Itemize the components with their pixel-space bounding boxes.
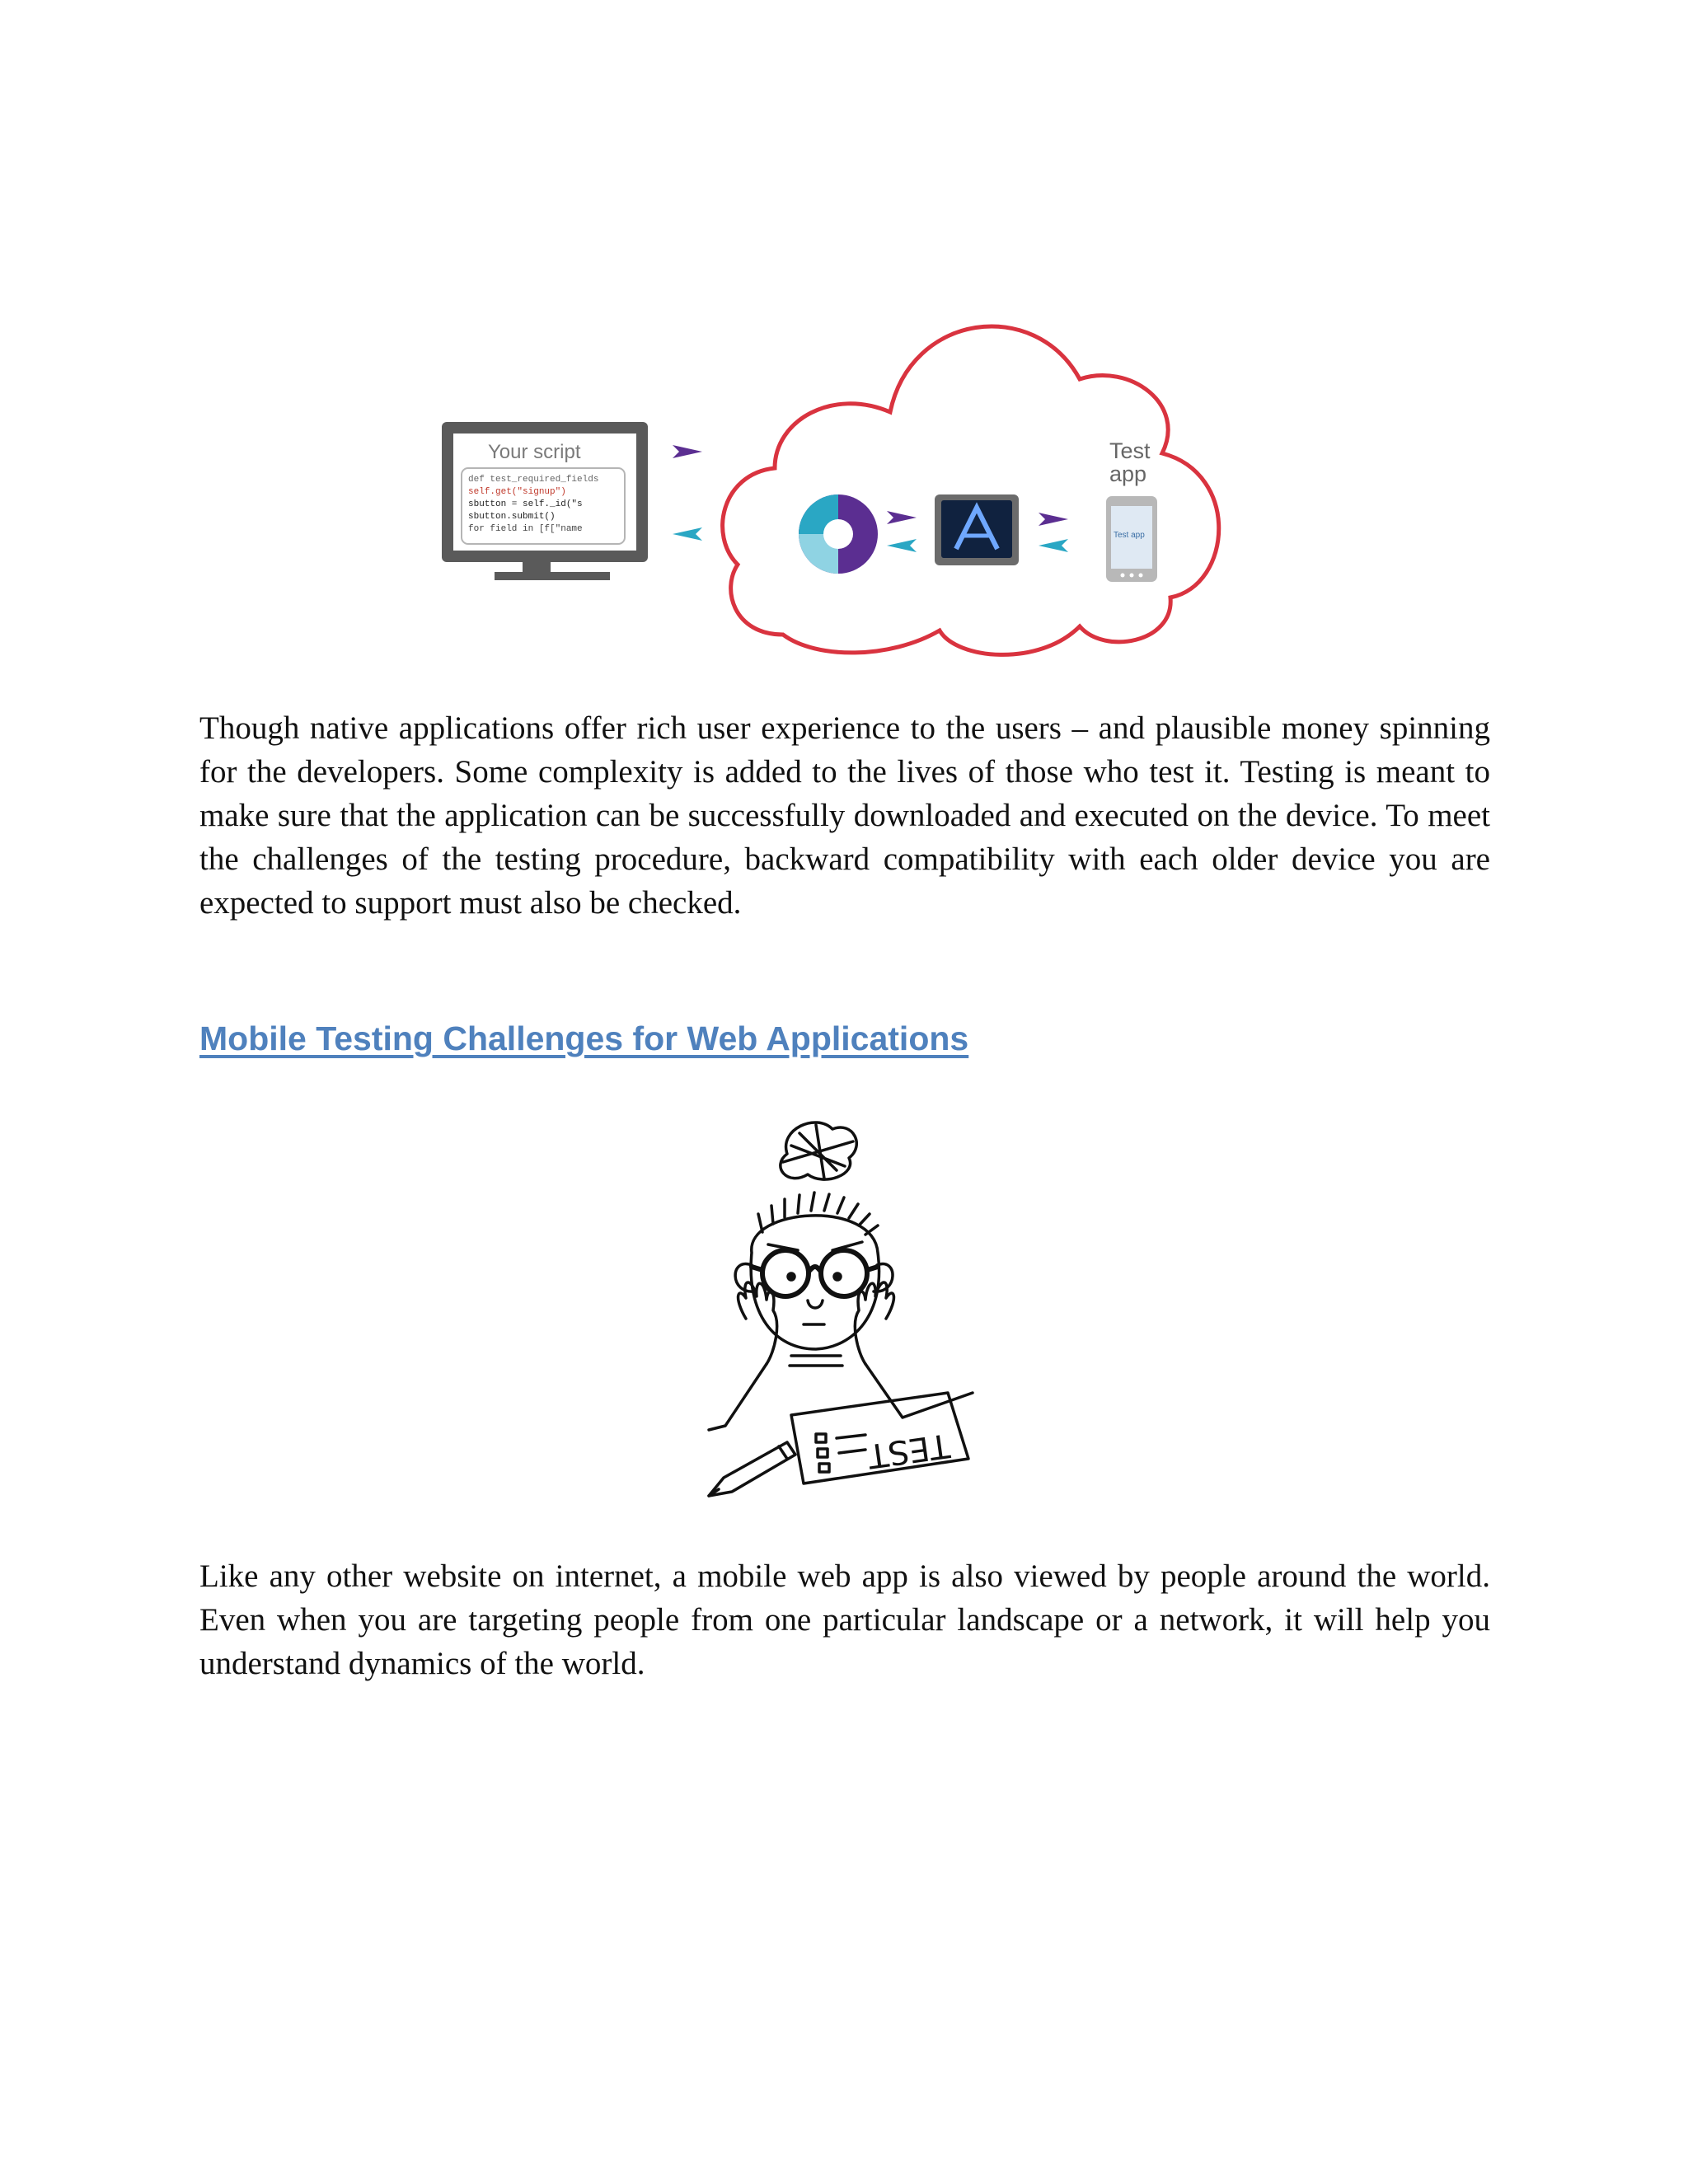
arrow-in-icon (673, 527, 702, 541)
test-paper-text: TEST (865, 1426, 953, 1475)
left-hand (738, 1282, 777, 1364)
confused-tester-illustration (701, 1108, 997, 1508)
appium-logo-icon (799, 494, 878, 574)
arrow-in-icon (1039, 539, 1068, 552)
arrow-out-icon (887, 511, 917, 524)
code-line-2: self.get("signup") (468, 487, 566, 497)
paragraph-web-apps: Like any other website on internet, a mobile web app is also viewed by people around the world. Even when you are targeting people from one particular landscape or a network, it will help you understand dynamics of the world. (199, 1558, 1490, 1681)
code-line-3: sbutton = self._id("s (468, 499, 583, 509)
script-title: Your script (488, 441, 581, 463)
scribble-icon (781, 1122, 856, 1179)
code-line-4: sbutton.submit() (468, 512, 556, 522)
test-app-label-line1: Test (1109, 438, 1151, 463)
code-line-5: for field in [f["name (468, 524, 583, 534)
paragraph-native-apps: Though native applications offer rich user experience to the users – and plausible money spinning for the developers. Some complexity is added to the lives of those who test it. Testing is meant to make sure that the application can be successfully downloaded and executed on the device. To meet the challenges of the testing procedure, backward compatibility with each older device you are expected to support must also be checked. (199, 710, 1490, 921)
cloud-outline (723, 326, 1219, 654)
section-heading: Mobile Testing Challenges for Web Applications (199, 1019, 969, 1057)
right-hand (855, 1282, 893, 1364)
pencil-icon (709, 1442, 795, 1496)
cloud-testing-diagram (429, 288, 1286, 676)
test-app-label-line2: app (1109, 462, 1147, 486)
arrow-out-icon (1039, 513, 1068, 526)
phone-screen-label: Test app (1114, 531, 1145, 540)
glasses-icon (752, 1250, 878, 1296)
xcode-instruments-icon (935, 494, 1019, 565)
hair (758, 1193, 878, 1235)
code-line-1: def test_required_fields (468, 475, 599, 485)
arrow-in-icon (887, 539, 917, 552)
head (751, 1216, 879, 1349)
arrow-out-icon (673, 445, 702, 458)
